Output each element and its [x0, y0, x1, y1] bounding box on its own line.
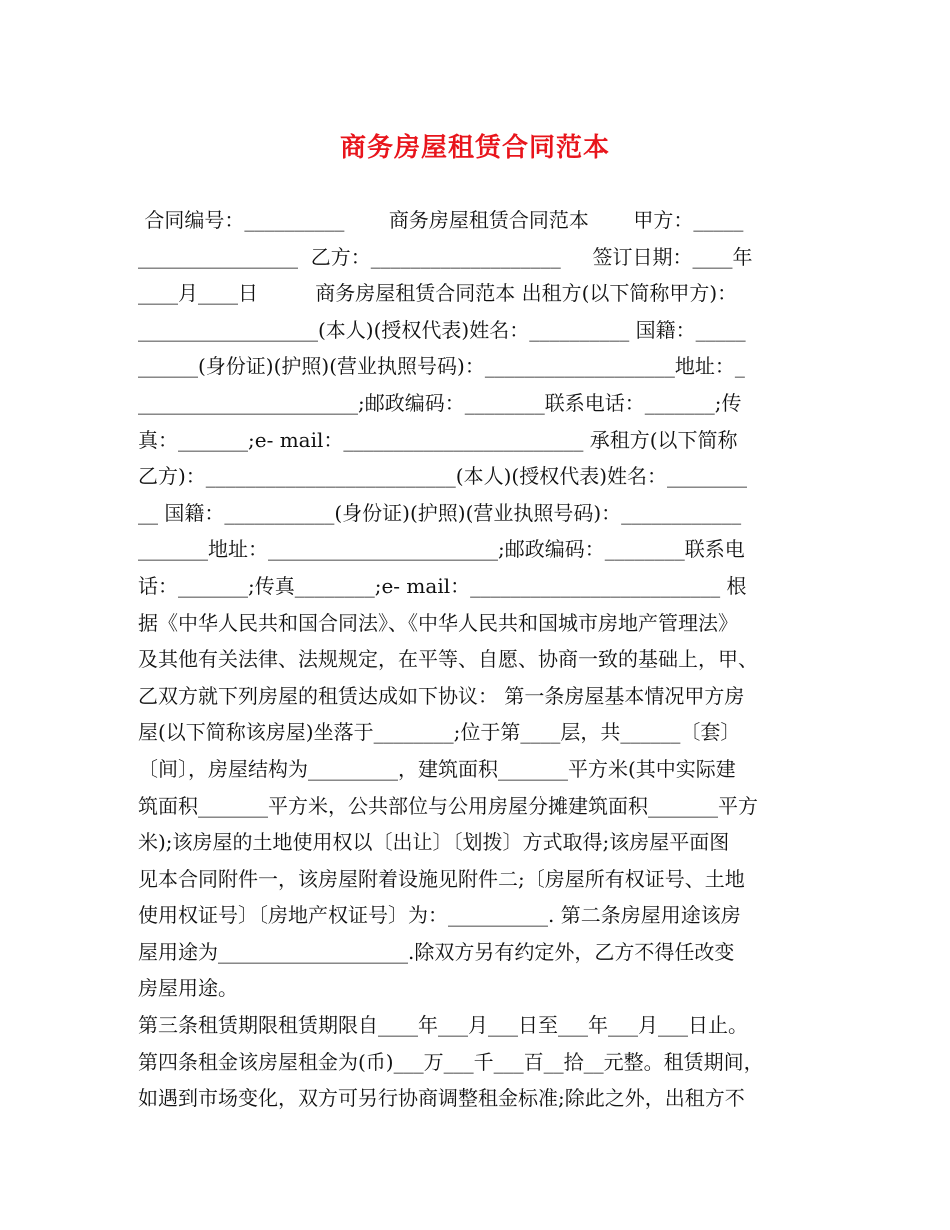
body-line: 〔间〕，房屋结构为_________，建筑面积_______平方米(其中实际建: [138, 756, 736, 781]
body-line: 第三条租赁期限租赁期限自____年___月___日至___年___月___日止。: [138, 1013, 748, 1038]
document-body: [138, 202, 818, 1117]
body-line: 米);该房屋的土地使用权以〔出让〕〔划拨〕方式取得;该房屋平面图: [138, 830, 730, 855]
body-line: __ 国籍：___________(身份证)(护照)(营业执照号码)：____________: [138, 500, 742, 525]
body-line: 筑面积_______平方米，公共部位与公用房屋分摊建筑面积_______平方: [138, 793, 758, 818]
body-line: ______(身份证)(护照)(营业执照号码)：___________________地址：_: [138, 354, 745, 379]
body-line: 使用权证号〕〔房地产权证号〕为：__________. 第二条房屋用途该房: [138, 903, 741, 928]
body-line: 见本合同附件一，该房屋附着设施见附件二;〔房屋所有权证号、土地: [138, 866, 745, 891]
body-line: 屋(以下简称该房屋)坐落于________;位于第____层，共______〔套〕: [138, 720, 741, 745]
body-line: 话：_______;传真________;e- mail：_________________________ 根: [138, 573, 747, 598]
body-line: ______________________;邮政编码：________联系电话：_______;传: [138, 390, 742, 415]
body-line: 屋用途为___________________.除双方另有约定外，乙方不得任改变: [138, 939, 735, 964]
body-line: 及其他有关法律、法规规定，在平等、自愿、协商一致的基础上，甲、: [138, 647, 758, 672]
body-line: 如遇到市场变化，双方可另行协商调整租金标准;除此之外，出租方不: [138, 1086, 745, 1111]
document-title: 商务房屋租赁合同范本: [339, 133, 610, 163]
body-line: 乙方)：_________________________(本人)(授权代表)姓名：________: [138, 464, 748, 489]
body-line: ________________ 乙方：___________________ 签订日期：____年: [138, 244, 753, 269]
body-line: __________________(本人)(授权代表)姓名：__________ 国籍：_____: [138, 317, 746, 342]
body-line: 房屋用途。: [138, 976, 238, 1001]
body-line: 合同编号：__________ 商务房屋租赁合同范本 甲方：_____: [138, 208, 744, 232]
body-line: ____月____日 商务房屋租赁合同范本 出租方(以下简称甲方)：: [138, 281, 738, 306]
body-line: 第四条租金该房屋租金为(币)___万___千___百__拾__元整。租赁期间，: [138, 1049, 764, 1074]
body-line: 真：_______;e- mail：________________________ 承租方(以下简称: [138, 427, 738, 452]
body-line: 据《中华人民共和国合同法》、《中华人民共和国城市房地产管理法》: [138, 610, 738, 635]
body-line: 乙双方就下列房屋的租赁达成如下协议： 第一条房屋基本情况甲方房: [138, 683, 745, 708]
body-line: _______地址：_______________________;邮政编码：________联系电: [138, 537, 745, 562]
